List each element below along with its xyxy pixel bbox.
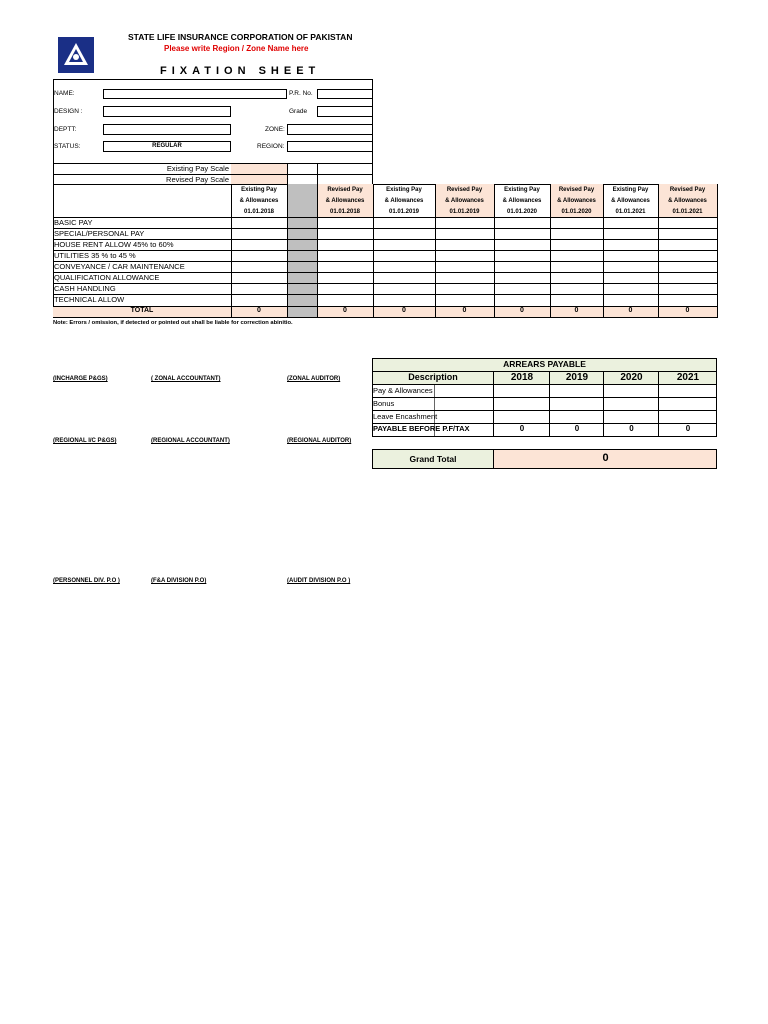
col5-header-line1: Existing Pay	[504, 187, 540, 193]
signature-personnel-div: (PERSONNEL DIV. P.O )	[53, 578, 120, 584]
col1-header-date: 01.01.2018	[243, 209, 275, 215]
arrears-year-2020: 2020	[620, 372, 643, 383]
total-col7: 0	[628, 307, 633, 314]
col6-header-line2: & Allowances	[557, 198, 596, 204]
region-field[interactable]	[287, 141, 373, 152]
row-label-utilities: UTILITIES 35 % to 45 %	[54, 251, 136, 260]
grand-total-label: Grand Total	[409, 454, 457, 464]
signature-audit-division: (AUDIT DIVISION P.O )	[287, 578, 351, 584]
arrears-year-2019: 2019	[565, 372, 589, 383]
row-label-conveyance: CONVEYANCE / CAR MAINTENANCE	[54, 262, 185, 271]
revised-scale-value[interactable]	[231, 175, 287, 184]
pr-number-field[interactable]	[317, 89, 373, 99]
deptt-field[interactable]	[103, 124, 231, 135]
arrears-payable-label: PAYABLE BEFORE P.F/TAX	[373, 424, 470, 433]
col8-header-date: 01.01.2021	[672, 209, 703, 215]
total-col8: 0	[685, 307, 690, 314]
row-label-basic-pay: BASIC PAY	[54, 218, 93, 227]
arrears-row-bonus: Bonus	[373, 399, 395, 408]
signature-incharge-pgs: (INCHARGE P&GS)	[53, 376, 108, 382]
arrears-payable-2021: 0	[685, 424, 691, 433]
grand-total-value: 0	[602, 452, 609, 464]
col3-header-line1: Existing Pay	[386, 187, 422, 193]
region-label: REGION:	[257, 143, 285, 150]
existing-scale-value[interactable]	[231, 164, 287, 174]
arrears-row-leave-encashment: Leave Encashment	[373, 412, 438, 421]
signature-zonal-accountant: ( ZONAL ACCOUNTANT)	[151, 376, 221, 382]
col8-header-line1: Revised Pay	[669, 187, 706, 193]
status-field[interactable]: REGULAR	[103, 141, 231, 152]
col6-header-line1: Revised Pay	[558, 187, 595, 193]
revised-scale-label: Revised Pay Scale	[166, 175, 229, 184]
signature-zonal-auditor: (ZONAL AUDITOR)	[287, 376, 341, 382]
signature-fa-division: (F&A DIVISION P.O)	[151, 578, 207, 584]
zone-label: ZONE:	[265, 126, 285, 133]
arrears-title: ARREARS PAYABLE	[503, 359, 586, 369]
total-label: TOTAL	[130, 307, 154, 314]
col4-header-line1: Revised Pay	[446, 187, 483, 193]
company-logo	[58, 37, 94, 73]
organization-name: STATE LIFE INSURANCE CORPORATION OF PAKISTAN	[128, 32, 353, 42]
correction-note: Note: Errors / omission, if detected or pointed out shall be liable for correction abinitio.	[53, 320, 293, 326]
col2-header-date: 01.01.2018	[329, 209, 361, 215]
existing-scale-label: Existing Pay Scale	[166, 164, 229, 173]
col2-header-line2: & Allowances	[325, 198, 365, 204]
row-label-special-pay: SPECIAL/PERSONAL PAY	[54, 229, 145, 238]
grade-label: Grade	[289, 108, 308, 115]
col6-header-date: 01.01.2020	[561, 209, 592, 215]
region-zone-prompt: Please write Region / Zone Name here	[164, 44, 309, 53]
col7-header-date: 01.01.2021	[615, 209, 646, 215]
name-field[interactable]	[103, 89, 287, 99]
col1-header-line1: Existing Pay	[241, 187, 277, 193]
arrears-payable-2019: 0	[574, 424, 580, 433]
pr-number-label: P.R. No.	[289, 90, 313, 97]
total-col4: 0	[462, 307, 467, 314]
signature-regional-auditor: (REGIONAL AUDITOR)	[287, 438, 352, 444]
signature-regional-ic-pgs: (REGIONAL I/C P&GS)	[53, 438, 117, 444]
col4-header-line2: & Allowances	[445, 198, 484, 204]
col1-header-line2: & Allowances	[239, 198, 279, 204]
zone-field[interactable]	[287, 124, 373, 135]
arrears-year-2018: 2018	[510, 372, 534, 383]
col5-header-line2: & Allowances	[502, 198, 542, 204]
arrears-payable-2020: 0	[629, 424, 634, 433]
col2-header-line1: Revised Pay	[327, 187, 363, 193]
design-field[interactable]	[103, 106, 231, 117]
col8-header-line2: & Allowances	[668, 198, 707, 204]
deptt-label: DEPTT:	[54, 126, 77, 133]
form-top-border	[53, 79, 373, 80]
name-label: NAME:	[54, 90, 75, 97]
status-label: STATUS:	[54, 143, 81, 150]
arrears-payable-2018: 0	[519, 424, 525, 433]
col3-header-date: 01.01.2019	[388, 209, 420, 215]
logo-icon	[58, 37, 94, 73]
col7-header-line2: & Allowances	[611, 198, 650, 204]
scale-divider	[287, 163, 288, 185]
col4-header-date: 01.01.2019	[449, 209, 480, 215]
row-label-house-rent: HOUSE RENT ALLOW 45% to 60%	[54, 240, 174, 249]
col7-header-line1: Existing Pay	[612, 187, 649, 193]
row-label-qualification: QUALIFICATION ALLOWANCE	[54, 273, 160, 282]
scale-divider	[317, 163, 318, 185]
total-col2: 0	[343, 307, 347, 314]
arrears-row-pay-allowances: Pay & Allowances	[373, 386, 433, 395]
row-label-cash-handling: CASH HANDLING	[54, 284, 116, 293]
sheet-title: FIXATION SHEET	[160, 65, 321, 77]
total-col1: 0	[257, 307, 261, 314]
design-label: DESIGN :	[54, 108, 83, 115]
grade-field[interactable]	[317, 106, 373, 117]
row-label-technical: TECHNICAL ALLOW	[54, 295, 125, 304]
total-col6: 0	[574, 307, 579, 314]
signature-regional-accountant: (REGIONAL ACCOUNTANT)	[151, 438, 230, 444]
arrears-description-header: Description	[408, 372, 458, 382]
total-col5: 0	[520, 307, 524, 314]
col3-header-line2: & Allowances	[384, 198, 424, 204]
arrears-year-2021: 2021	[676, 372, 700, 383]
total-col3: 0	[402, 307, 406, 314]
col5-header-date: 01.01.2020	[506, 209, 538, 215]
